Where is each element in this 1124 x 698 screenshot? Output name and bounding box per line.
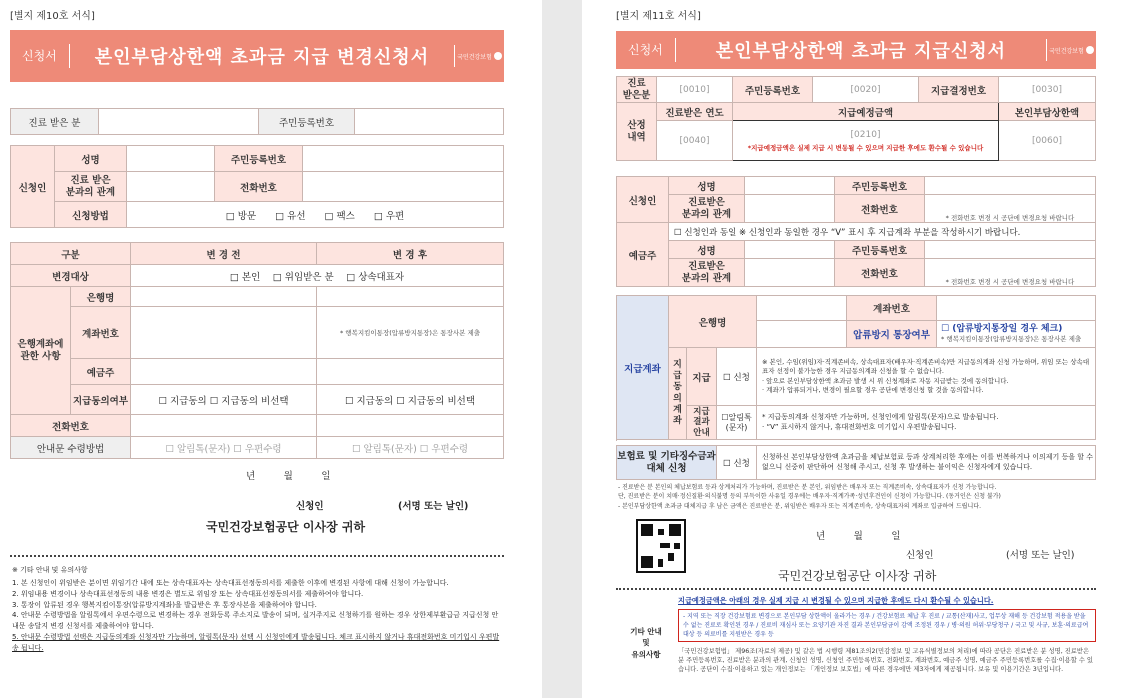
result-text: * 지급동의계좌 신청자만 가능하며, 신청인에게 알림톡(문자)으로 발송됩니다. · “V” 표시하지 않거나, 휴대전화번호 미기입시 우편발송됩니다.: [757, 406, 1096, 440]
applicant-section-label: 신청인: [617, 177, 669, 223]
rrn-code[interactable]: [0020]: [813, 77, 919, 103]
holder-after-field[interactable]: [317, 359, 504, 385]
account-before-field[interactable]: [131, 307, 317, 359]
form-title: 본인부담상한액 초과금 지급 변경신청서: [94, 47, 430, 68]
protected-checkbox[interactable]: ☐ (압류방지통장일 경우 체크): [941, 324, 1063, 334]
logo-mark-icon: [494, 52, 502, 60]
holder-phone-label: 전화번호: [835, 259, 925, 287]
limit-code[interactable]: [0060]: [999, 121, 1096, 161]
form-header: [616, 31, 1096, 69]
target-label: 변경대상: [11, 265, 131, 287]
year-label: 진료받은 연도: [657, 103, 733, 121]
name-field[interactable]: [745, 177, 835, 195]
sign-hint: (서명 또는 날인): [398, 501, 469, 512]
protected-note: * 행복지킴이통장(압류방지통장)은 통장사본 제출: [941, 335, 1082, 343]
phone-note: * 전화번호 변경 시 공단에 변경요청 바랍니다: [925, 195, 1096, 223]
qr-code[interactable]: [636, 519, 686, 573]
bank-before-field[interactable]: [131, 287, 317, 307]
calc-label: 산정 내역: [617, 103, 657, 161]
holder-rrn-field[interactable]: [925, 241, 1096, 259]
phone2-before-field[interactable]: [131, 415, 317, 437]
acct-field[interactable]: [937, 296, 1095, 320]
note-item: 1. 본 신청인이 위임받은 분이면 위임기간 내에 또는 상속대표자는 상속대표선정동의서를 제출한 이후에 변경된 사항에 대해 신청이 가능합니다.: [12, 578, 449, 587]
account-section-label: 지급계좌: [617, 296, 669, 440]
form-title: 본인부담상한액 초과금 지급신청서: [715, 41, 1007, 62]
same-as-applicant-checkbox[interactable]: ☐ 신청인과 동일 ※ 신청인과 동일한 경우 “V” 표시 후 지급계좌 부분을 작성하시기 바랍니다.: [669, 223, 1096, 241]
applicant-table: [10, 145, 504, 228]
phone-label: 전화번호: [215, 172, 303, 202]
rrn-label: 주민등록번호: [733, 77, 813, 103]
holder-before-field[interactable]: [131, 359, 317, 385]
account-note: * 행복지킴이통장(압류방지통장)은 통장사본 제출: [317, 307, 504, 359]
patient-label: 진료 받은 분: [11, 109, 99, 135]
col-after: 변 경 후: [317, 243, 504, 265]
limit-label: 본인부담상한액: [999, 103, 1096, 121]
account-label: 계좌번호: [71, 307, 131, 359]
patient-name-field[interactable]: [99, 109, 259, 135]
protected-label: 압류방지 통장여부: [847, 321, 937, 347]
divider: [616, 588, 1096, 590]
name-label: 성명: [55, 146, 127, 172]
bank-field[interactable]: [757, 296, 847, 320]
etc-headline: 지급예정금액은 아래의 경우 실제 지급 시 변경될 수 있으며 지급한 후에도 다시 환수될 수 있습니다.: [678, 596, 994, 605]
notes-block: [12, 565, 502, 654]
form-number-label: [별지 제10호 서식]: [10, 11, 95, 22]
col-before: 변 경 전: [131, 243, 317, 265]
account-table: [616, 295, 1096, 440]
patient-row: [10, 108, 504, 135]
offset-table: [616, 445, 1096, 480]
patient-calc-table: [616, 76, 1096, 161]
method-checkboxes[interactable]: □ 방문 □ 유선 □ 팩스 □ 우편: [127, 202, 504, 228]
offset-label: 보험료 및 기타징수금과 대체 신청: [617, 446, 717, 480]
holder-label: 예금주: [71, 359, 131, 385]
relation-label: 진료받은 분과의 관계: [669, 195, 745, 223]
addressee: 국민건강보험공단 이사장 귀하: [206, 520, 366, 534]
applicant-section-label: 신청인: [11, 146, 55, 228]
notice-before-checkboxes[interactable]: ☐ 알림톡(문자) ☐ 우편수령: [131, 437, 317, 459]
decision-code[interactable]: [0030]: [999, 77, 1096, 103]
expected-label: 지급예정금액: [733, 103, 999, 121]
nhis-logo: 국민건강보험: [1046, 39, 1096, 61]
holder-rrn-label: 주민등록번호: [835, 241, 925, 259]
rrn-label: 주민등록번호: [835, 177, 925, 195]
holder-name-label: 성명: [669, 241, 745, 259]
notes-heading: ※ 기타 안내 및 유의사항: [12, 566, 88, 574]
holder-section-label: 예금주: [617, 223, 669, 287]
consent-before-checkboxes[interactable]: ☐ 지급동의 ☐ 지급동의 비선택: [131, 385, 317, 415]
spacer: [757, 321, 847, 347]
form-number-label: [별지 제11호 서식]: [616, 11, 701, 22]
acct-label: 계좌번호: [847, 296, 937, 320]
col-division: 구분: [11, 243, 131, 265]
patient-code[interactable]: [0010]: [657, 77, 733, 103]
phone-field[interactable]: [303, 172, 504, 202]
phone2-after-field[interactable]: [317, 415, 504, 437]
pay-apply-checkbox[interactable]: ☐ 신청: [717, 348, 757, 406]
year-code[interactable]: [0040]: [657, 121, 733, 161]
notice-after-checkboxes[interactable]: ☐ 알림톡(문자) ☐ 우편수령: [317, 437, 504, 459]
etc-label: 기타 안내 및 유의사항: [630, 627, 662, 659]
decision-label: 지급결정번호: [919, 77, 999, 103]
consent-account-label: 지급 동의 계좌: [669, 348, 687, 440]
holder-relation-label: 진료받은 분과의 관계: [669, 259, 745, 287]
relation-field[interactable]: [745, 195, 835, 223]
consent-text: ※ 본인, 수임(위임)자·직계존비속, 상속대표자(배우자·직계존비속)만 지급동의계좌 신청 가능하며, 위임 또는 상속대표자 선정이 불가능한 경우 지급동의계좌 신청을 할 수 없습니다. · 앞으로 본인부담상한액 초과금 발생 시 위 신청계좌로 자동 지급받는 것에 동의합니다. · 계좌가 압류되거나, 변경이 필요할 경우 공단에 변경신청 할 것을 동의합니다.: [757, 348, 1096, 406]
consent-after-checkboxes[interactable]: ☐ 지급동의 ☐ 지급동의 비선택: [317, 385, 504, 415]
name-field[interactable]: [127, 146, 215, 172]
holder-relation-field[interactable]: [745, 259, 835, 287]
form-header: [10, 30, 504, 82]
logo-mark-icon: [1086, 46, 1094, 54]
form-page-payment-request: [582, 0, 1124, 698]
holder-name-field[interactable]: [745, 241, 835, 259]
offset-apply-checkbox[interactable]: ☐ 신청: [717, 446, 757, 480]
phone-label: 전화번호: [835, 195, 925, 223]
header-tag: 신청서: [616, 38, 676, 62]
divider: [10, 555, 504, 557]
rrn-label: 주민등록번호: [215, 146, 303, 172]
bank-after-field[interactable]: [317, 287, 504, 307]
nhis-logo: 국민건강보험: [454, 45, 504, 67]
date-line: 년 월 일: [246, 471, 331, 482]
pay-label: 지급: [687, 348, 717, 406]
phone2-label: 전화번호: [11, 415, 131, 437]
bank-row-cell: [757, 296, 1096, 321]
note-item: 5. 안내문 수령방법 선택은 지급동의계좌 신청자만 가능하며, 알림톡(문자) 선택 시 신청인에게 발송됩니다. 체크 표시하지 않거나 휴대전화번호 미기입시 우편발송 됩니다.: [12, 633, 500, 652]
patient-rrn-field[interactable]: [355, 109, 504, 135]
date-line: 년 월 일: [816, 531, 901, 542]
holder-phone-note: * 전화번호 변경 시 공단에 변경요청 바랍니다: [925, 259, 1096, 287]
note-item: 3. 통장이 압류된 경우 행복지킴이통장(압류방지계좌)을 발급받은 후 통장사본을 제출하여야 합니다.: [12, 600, 317, 609]
rrn-field[interactable]: [925, 177, 1096, 195]
rrn-field[interactable]: [303, 146, 504, 172]
expected-warning: *지급예정금액은 실제 지급 시 변동될 수 있으며 지급한 후에도 환수될 수 있습니다: [747, 143, 984, 152]
note-item: 4. 안내문 수령방법을 알림톡에서 우편수령으로 변경하는 경우 전화등록 주소지로 발송이 되며, 실거주지로 신청하기를 원하는 경우 상한제부환급금 지급신청 안내문 송달지 변경 신청서를 제출하여야 합니다.: [12, 611, 499, 631]
method-label: 신청방법: [55, 202, 127, 228]
privacy-notice: 「국민건강보험법」 제96조(자료의 제공) 및 같은 법 시행령 제81조의2(민감정보 및 고유식별정보의 처리)에 따라 공단은 진료받은 분 성명, 진료받은 분 주민등록번호, 진료받은 분과의 관계, 신청인 성명, 신청인 주민등록번호, 전화번호, 계좌번호, 예금주 성명, 예금주 주민등록번호를 수집·이용할 수 있습니다. 공단이 수집·이용하고 있는 개인정보는 「개인정보 보호법」에 따른 경우에만 제3자에게 제공됩니다. 보유 및 이용기간은 3년입니다.: [678, 648, 1094, 674]
bank-label: 은행명: [669, 296, 757, 348]
patient-rrn-label: 주민등록번호: [259, 109, 355, 135]
addressee: 국민건강보험공단 이사장 귀하: [778, 569, 937, 583]
signer-label: 신청인: [906, 550, 934, 561]
change-table: [10, 242, 504, 459]
form-page-change-request: [0, 0, 542, 698]
name-label: 성명: [669, 177, 745, 195]
protected-row-cell: [757, 321, 1096, 348]
expected-code[interactable]: [0210]: [850, 129, 881, 140]
applicant-holder-table: [616, 176, 1096, 287]
patient-label: 진료 받은분: [617, 77, 657, 103]
etc-box: - 지역 또는 직장 건강보험료 변경으로 본인부담 상한액이 올라가는 경우 / 건강보험료 체납 후 진료 / 교통(산재)사고, 업무상 재해 등 건강보험 적용을 받을 수 없는 진료로 확인된 경우 / 진료비 재심사 또는 요양기관 자진 결과 본인부담금이 감액 조정된 경우 / 병·의원 허위·부당청구 / 국고 및 사규, 보훈·의료급여 대상 등 의료비를 지원받은 경우 등: [678, 609, 1096, 642]
result-sms-checkbox[interactable]: ☐알림톡 (문자): [717, 406, 757, 440]
signer-label: 신청인: [296, 501, 324, 512]
consent-label: 지급동의여부: [71, 385, 131, 415]
relation-field[interactable]: [127, 172, 215, 202]
target-checkboxes[interactable]: □ 본인 □ 위임받은 분 □ 상속대표자: [131, 265, 504, 287]
small-notes: - 진료받은 분 본인의 체납보험료 등과 상계처리가 가능하며, 진료받은 분 본인, 위임받은 배우자 또는 직계존비속, 상속대표자가 신청 가능합니다. 단, 진료받은 분이 치매·정신질환·의식불명 등의 부득이한 사유일 경우에는 배우자·직계가족·성년후견인이 신청이 가능합니다. (동거인은 신청 불가) - 본인부담상한액 초과금 대체지급 후 남은 금액은 진료받은 분, 위임받은 배우자 또는 직계존비속, 상속대표자의 계좌로 입금하여 드립니다.: [618, 484, 1001, 510]
notice-label: 안내문 수령방법: [11, 437, 131, 459]
relation-label: 진료 받은 분과의 관계: [55, 172, 127, 202]
sign-hint: (서명 또는 날인): [1006, 550, 1075, 561]
offset-text: 신청하신 본인부담상한액 초과금을 체납보험료 등과 상계처리한 후에는 이를 번복하거나 이의제기 등을 할 수 없으니 신중히 판단하여 신청해 주시고, 신청 후 발생하는 불이익은 신청자에게 있습니다.: [757, 446, 1096, 480]
note-item: 2. 위임내용 변경이나 상속대표선정동의 내용 변경은 별도로 위임장 또는 상속대표선정동의서를 제출하여야 합니다.: [12, 589, 364, 598]
bank-label: 은행명: [71, 287, 131, 307]
result-label: 지급 결과 안내: [687, 406, 717, 440]
expected-cell: [733, 121, 999, 161]
header-tag: 신청서: [10, 44, 70, 68]
bank-section-label: 은행계좌에 관한 사항: [11, 287, 71, 415]
